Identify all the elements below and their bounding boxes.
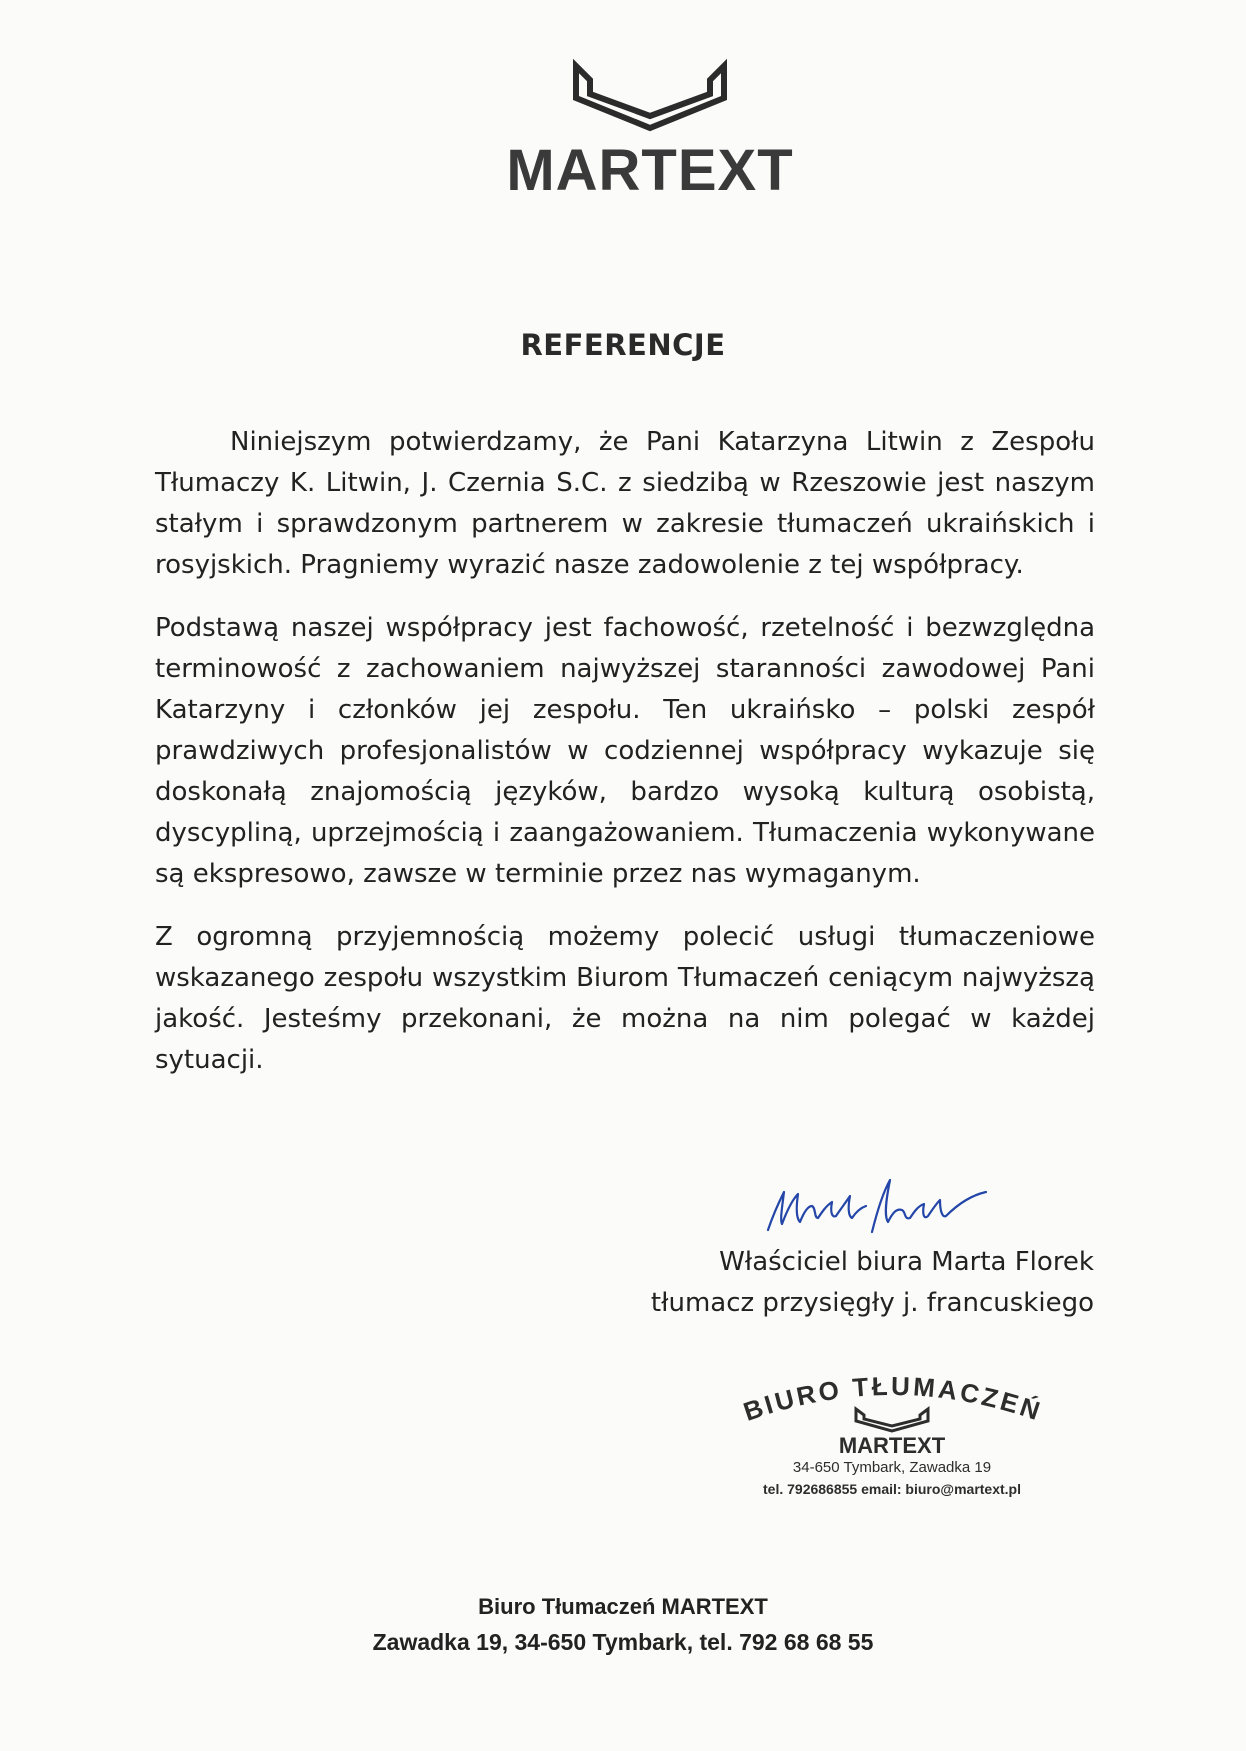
stamp-company-name: MARTEXT [838,1433,946,1458]
martext-emblem-icon [570,58,730,138]
stamp-arc-label: BIURO TŁUMACZEŃ [739,1370,1047,1427]
footer-company: Biuro Tłumaczeń MARTEXT [478,1594,768,1619]
letter-body [155,422,1095,1103]
stamp-emblem-icon [852,1405,932,1433]
paragraph-2: Podstawą naszej współpracy jest fachowość, rzetelność i bezwzględna terminowość z zachowaniem najwyższej staranności zawodowej Pani Katarzyny i członków jej zespołu. Ten ukraińsko – polski zespół prawdziwych profesjonalistów w codziennej współpracy wykazuje się doskonałą znajomością języków, bardzo wysoką kulturą osobistą, dyscypliną, uprzejmością i zaangażowaniem. Tłumaczenia wykonywane są ekspresowo, zawsze w terminie przez nas wymaganym. [155,613,1095,889]
company-logo [500,58,800,203]
logo-wordmark: MARTEXT [506,138,794,203]
paragraph-1: Niniejszym potwierdzamy, że Pani Katarzyna Litwin z Zespołu Tłumaczy K. Litwin, J. Czernia S.C. z siedzibą w Rzeszowie jest naszym stałym i sprawdzonym partnerem w zakresie tłumaczeń ukraińskich i rosyjskich. Pragniemy wyrazić nasze zadowolenie z tej współpracy. [155,427,1095,580]
stamp-contact: tel. 792686855 email: biuro@martext.pl [763,1481,1021,1497]
company-stamp [712,1365,1072,1515]
paragraph-3: Z ogromną przyjemnością możemy polecić usługi tłumaczeniowe wskazanego zespołu wszystkim Biurom Tłumaczeń ceniącym najwyższą jakość. Jesteśmy przekonani, że można na nim polegać w każdej sytuacji. [155,922,1095,1075]
signer-role: tłumacz przysięgły j. francuskiego [650,1288,1094,1318]
stamp-address: 34-650 Tymbark, Zawadka 19 [792,1459,992,1476]
signer-block [560,1242,1094,1324]
signer-name: Właściciel biura Marta Florek [719,1247,1094,1277]
footer-address: Zawadka 19, 34-650 Tymbark, tel. 792 68 68 55 [372,1629,874,1655]
handwritten-signature [760,1172,990,1242]
letter-footer [0,1590,1246,1660]
document-title: REFERENCJE [520,328,726,362]
